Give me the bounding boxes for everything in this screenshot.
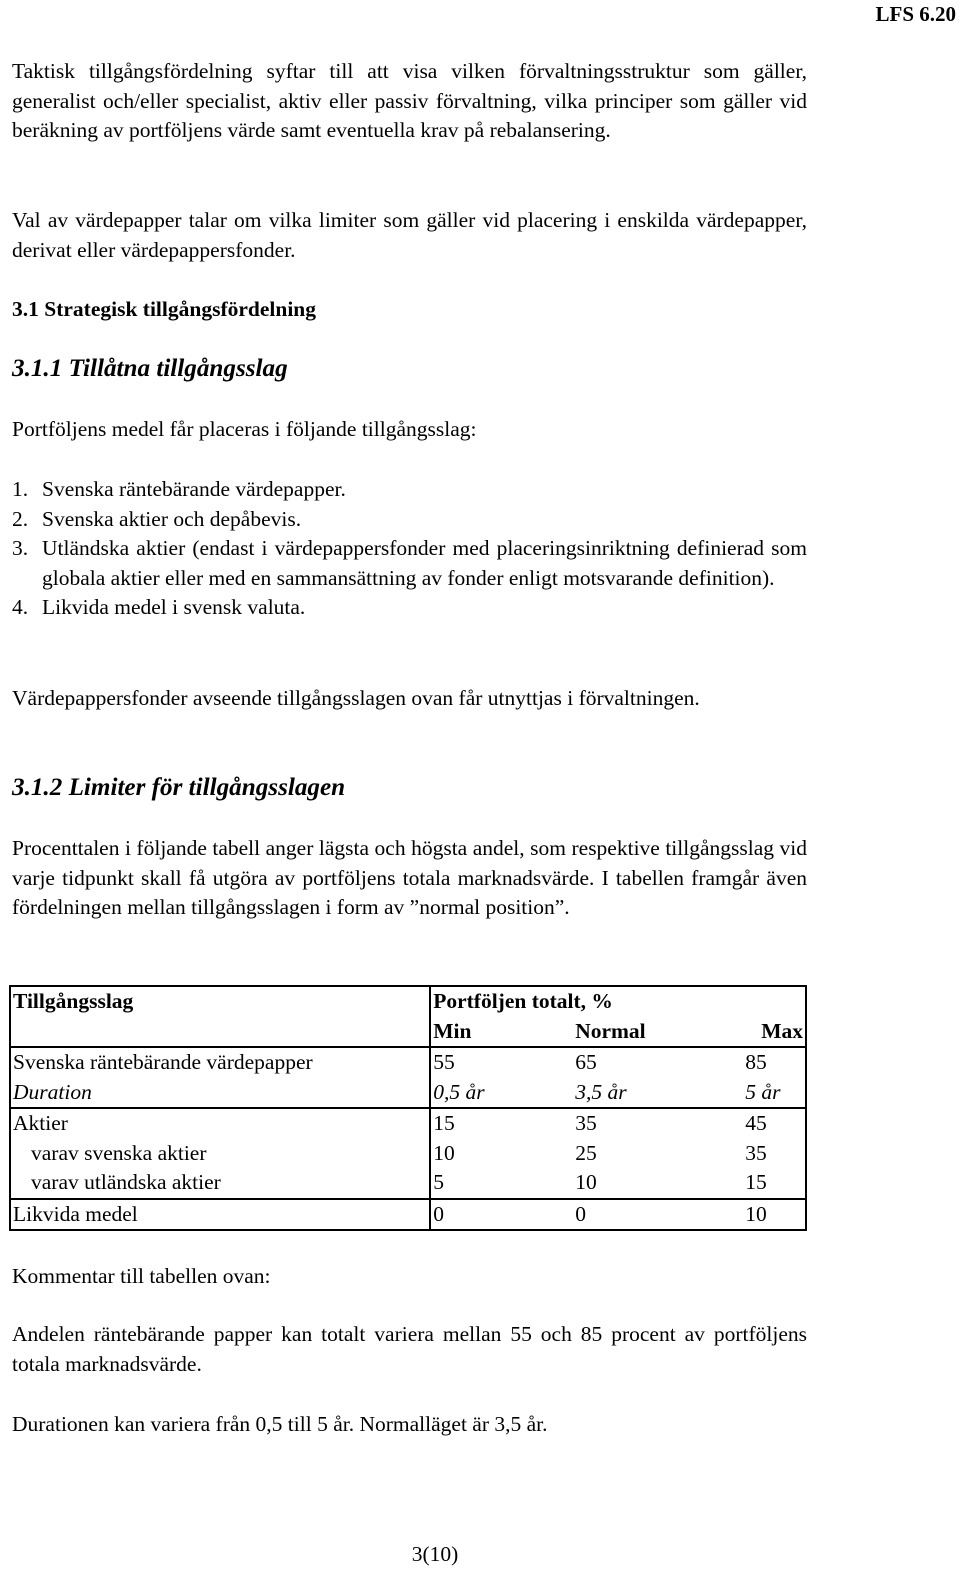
paragraph-durationen: Durationen kan variera från 0,5 till 5 år. Normalläget är 3,5 år. [12, 1412, 548, 1436]
list-item: 3. Utländska aktier (endast i värdepappersfonder med placeringsinriktning definierad som globala aktier eller med en sammansättning av fonder enligt motsvarande definition). [12, 536, 807, 590]
table-row: Svenska räntebärande värdepapper Duration 55 65 85 0,5 år 3,5 år 5 år [10, 1047, 806, 1108]
paragraph-andelen: Andelen räntebärande papper kan totalt variera mellan 55 och 85 procent av portföljens totala marknadsvärde. [12, 1322, 807, 1376]
column-header-min: Min [433, 1018, 472, 1043]
allocation-table [9, 985, 807, 1231]
table-row: Aktier varav svenska aktier varav utländska aktier 15 35 45 10 25 35 5 10 15 [10, 1108, 806, 1199]
section-heading-3-1: 3.1 Strategisk tillgångsfördelning [12, 297, 317, 321]
column-header-tillgangsslag: Tillgångsslag [10, 986, 430, 1047]
document-code: LFS 6.20 [875, 2, 956, 26]
subsection-heading-3-1-2: 3.1.2 Limiter för tillgångsslagen [12, 774, 346, 801]
table-row: Likvida medel 0 0 10 [10, 1199, 806, 1231]
paragraph-procenttalen: Procenttalen i följande tabell anger lägsta och högsta andel, som respektive tillgångsslag vid varje tidpunkt skall få utgöra av portföljens totala marknadsvärde. I tabellen framgår även fördelningen mellan tillgångsslagen i form av ”normal position”. [12, 836, 807, 919]
table-header-row [10, 986, 806, 1047]
list-item: 1. Svenska räntebärande värdepapper. [12, 477, 346, 501]
column-header-normal: Normal [575, 1018, 646, 1043]
paragraph-vardepappersfonder: Värdepappersfonder avseende tillgångsslagen ovan får utnyttjas i förvaltningen. [12, 686, 700, 710]
column-header-portfoljen: Portföljen totalt, % Min Normal Max [430, 986, 806, 1047]
paragraph-kommentar: Kommentar till tabellen ovan: [12, 1264, 271, 1288]
list-item: 2. Svenska aktier och depåbevis. [12, 506, 302, 531]
paragraph-taktisk: Taktisk tillgångsfördelning syftar till att visa vilken förvaltningsstruktur som gäller, generalist och/eller specialist, aktiv eller passiv förvaltning, vilka principer som gäller vid beräkning av portföljens värde samt eventuella krav på rebalansering. [12, 59, 807, 142]
list-item: 4. Likvida medel i svensk valuta. [12, 595, 306, 619]
column-header-max: Max [761, 1018, 803, 1043]
subsection-heading-3-1-1: 3.1.1 Tillåtna tillgångsslag [12, 355, 288, 382]
paragraph-tillgangsslag-intro: Portföljens medel får placeras i följande tillgångsslag: [12, 417, 477, 441]
page-number: 3(10) [411, 1542, 459, 1566]
asset-class-list [12, 475, 807, 623]
paragraph-val-av-vardepapper: Val av värdepapper talar om vilka limiter som gäller vid placering i enskilda värdepapper, derivat eller värdepappersfonder. [12, 208, 807, 262]
